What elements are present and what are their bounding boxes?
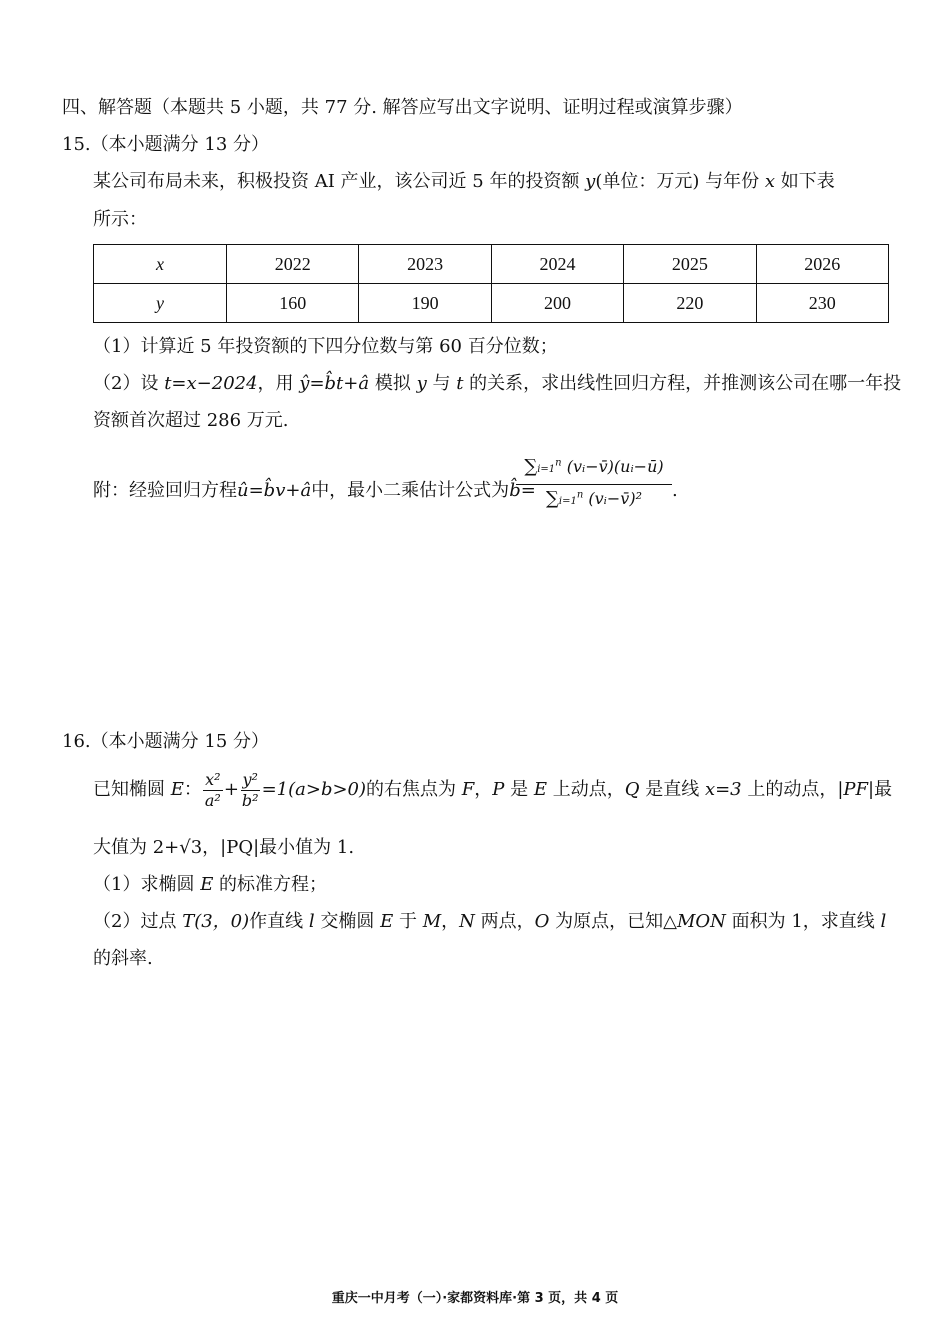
q15-header — [62, 133, 269, 157]
frac-b-denominator: b² — [241, 790, 259, 810]
sigma-icon: ∑ — [546, 488, 559, 509]
q16-text-f: 是直线 — [639, 779, 705, 800]
q16-text-g: 上的动点， — [741, 779, 838, 800]
q15-part2-text-c: 模拟 — [369, 373, 417, 394]
q15-part2-text-d: 与 — [426, 373, 457, 394]
q16-line-x3: x=3 — [704, 779, 742, 800]
q15-note-period: . — [672, 480, 678, 501]
q16-point-T: T(3，0) — [182, 911, 250, 932]
table-row-y — [94, 284, 889, 323]
q15-intro-line1 — [93, 170, 835, 194]
q15-note — [93, 479, 536, 503]
q16-part2-E: E — [380, 911, 394, 932]
q16-line-l: l — [308, 911, 315, 932]
q16-point-N: N — [459, 911, 475, 932]
q16-text-h: 最 — [874, 779, 893, 800]
table-cell-amount: 220 — [624, 284, 756, 323]
q16-point-O: O — [534, 911, 550, 932]
table-cell-amount: 190 — [359, 284, 491, 323]
q16-part1-text-a: （1）求椭圆 — [93, 874, 201, 895]
table-cell-year: 2025 — [624, 245, 756, 284]
q16-ellipse-E: E — [170, 779, 184, 800]
q16-point-P: P — [492, 779, 505, 800]
q16-part1-E: E — [200, 874, 214, 895]
q16-point-Q: Q — [624, 779, 640, 800]
table-header-x: x — [94, 245, 227, 284]
fraction-bar — [516, 484, 672, 485]
q16-colon: ： — [183, 779, 202, 800]
frac-x-over-a — [203, 770, 223, 811]
page-footer: 重庆一中月考（一）·家都资料库·第 3 页，共 4 页 — [331, 1291, 619, 1306]
table-cell-amount: 200 — [491, 284, 623, 323]
sum-index-upper: n — [555, 457, 562, 469]
q15-intro-text-a: 某公司布局未来，积极投资 AI 产业，该公司近 5 年的投资额 — [93, 171, 586, 192]
frac-x-numerator: x² — [205, 769, 221, 789]
q15-note-equation: û=b̂v+â — [237, 480, 312, 501]
q15-note-bhat: b̂= — [509, 480, 536, 501]
q16-part2-text-a: （2）过点 — [93, 911, 183, 932]
plus-sign: + — [223, 779, 239, 800]
numerator-expression: (vᵢ−v̄)(uᵢ−ū) — [566, 457, 664, 476]
q16-line-l2: l — [880, 911, 887, 932]
q16-part2-text-b: 作直线 — [249, 911, 309, 932]
q15-part2-t: t — [456, 373, 464, 394]
denominator-expression: (vᵢ−v̄)² — [588, 489, 642, 508]
sum-index-lower: i=1 — [558, 496, 577, 507]
q15-part2-model: ŷ=b̂t+â — [299, 373, 370, 394]
fraction-numerator — [516, 456, 672, 477]
table-cell-amount: 160 — [227, 284, 359, 323]
q15-data-table — [93, 244, 889, 323]
q16-part2-line1 — [93, 910, 886, 934]
frac-a-denominator: a² — [204, 790, 221, 810]
q16-focus-F: F — [461, 779, 475, 800]
table-cell-year: 2023 — [359, 245, 491, 284]
q16-text-a: 已知椭圆 — [93, 779, 171, 800]
q16-part1-text-b: 的标准方程； — [213, 874, 328, 895]
table-row-x — [94, 245, 889, 284]
table-header-y: y — [94, 284, 227, 323]
sum-index-upper: n — [576, 489, 584, 501]
q15-intro-y: y — [585, 171, 596, 192]
q16-part2-text-d: 于 — [393, 911, 423, 932]
table-cell-year: 2024 — [491, 245, 623, 284]
q15-part1: （1）计算近 5 年投资额的下四分位数与第 60 百分位数； — [93, 336, 558, 357]
q16-PF: |PF| — [837, 779, 875, 800]
frac-y-over-b — [240, 770, 261, 811]
q16-part1 — [93, 873, 327, 897]
q15-part2-substitution: t=x−2024 — [164, 373, 258, 394]
table-cell-year: 2022 — [227, 245, 359, 284]
q15-intro-text-b: (单位：万元) 与年份 — [595, 171, 765, 192]
frac-y-numerator: y² — [242, 769, 258, 789]
sigma-icon: ∑ — [524, 456, 538, 477]
q15-part2-line2: 资额首次超过 286 万元. — [93, 410, 289, 431]
q16-part2-text-c: 交椭圆 — [314, 911, 381, 932]
table-cell-year: 2026 — [756, 245, 888, 284]
q15-part2-y: y — [416, 373, 427, 394]
q16-line1 — [93, 768, 892, 812]
q16-line2: 大值为 2+√3，|PQ|最小值为 1. — [93, 837, 355, 858]
fraction-denominator — [516, 488, 672, 509]
q15-part2-text-b: ，用 — [257, 373, 300, 394]
q16-header — [62, 730, 269, 754]
q16-condition: =1(a>b>0) — [261, 779, 367, 800]
q15-part2-text-e: 的关系，求出线性回归方程，并推测该公司在哪一年投 — [463, 373, 902, 394]
q15-number: 15. — [62, 134, 91, 155]
q16-number: 16. — [62, 731, 91, 752]
table-cell-amount: 230 — [756, 284, 888, 323]
q16-part2-text-f: 两点， — [474, 911, 535, 932]
q15-note-text-b: 中，最小二乘估计公式为 — [311, 480, 510, 501]
q16-score: （本小题满分 15 分） — [90, 731, 269, 752]
q16-point-M: M — [422, 911, 442, 932]
q15-part2-line1 — [93, 372, 901, 396]
q16-part2-text-e: ， — [441, 911, 460, 932]
q15-part2-text-a: （2）设 — [93, 373, 165, 394]
q16-text-c: ， — [474, 779, 493, 800]
q16-text-e: 上动点， — [546, 779, 625, 800]
q16-text-d: 是 — [504, 779, 534, 800]
q16-part2-text-g: 为原点，已知△ — [549, 911, 677, 932]
q16-ellipse-E2: E — [533, 779, 547, 800]
q15-note-text-a: 附：经验回归方程 — [93, 480, 237, 501]
q15-intro-text-c: 如下表 — [775, 171, 835, 192]
sum-index-lower: i=1 — [537, 464, 556, 475]
q15-intro-x: x — [764, 171, 775, 192]
q15-intro-line2: 所示： — [93, 209, 147, 230]
section-heading: 四、解答题（本题共 5 小题，共 77 分. 解答应写出文字说明、证明过程或演算步骤） — [62, 97, 743, 118]
q16-part2-text-h: 面积为 1，求直线 — [725, 911, 881, 932]
q15-score: （本小题满分 13 分） — [90, 134, 269, 155]
q16-triangle-MON: MON — [676, 911, 726, 932]
q16-text-b: 的右焦点为 — [366, 779, 462, 800]
q16-part2-line2: 的斜率. — [93, 948, 153, 969]
